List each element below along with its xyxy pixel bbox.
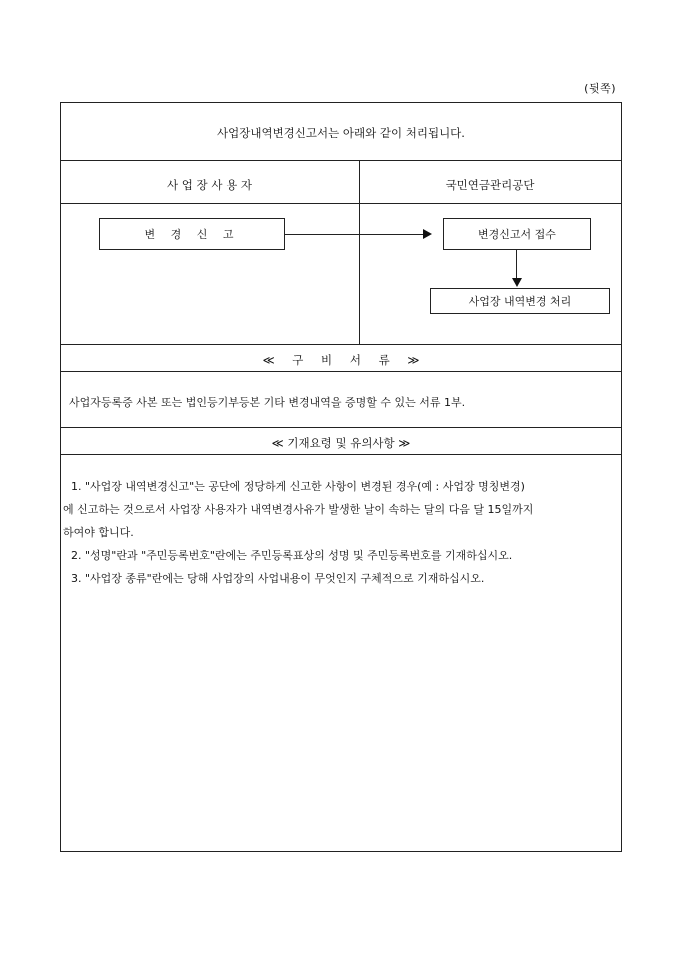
note-item-1-line-2: 에 신고하는 것으로서 사업장 사용자가 내역변경사유가 발생한 날이 속하는 달의 다음 달 15일까지 xyxy=(63,503,534,516)
column-divider xyxy=(359,160,360,344)
flow-arrow-line xyxy=(516,250,517,278)
divider xyxy=(61,371,621,372)
note-item-2: 2. "성명"란과 "주민등록번호"란에는 주민등록표상의 성명 및 주민등록번호를 기재하십시오. xyxy=(71,549,513,562)
notes-heading: ≪ 기재요령 및 유의사항 ≫ xyxy=(271,436,411,450)
documents-heading: ≪ 구 비 서 류 ≫ xyxy=(262,353,420,367)
divider xyxy=(61,344,621,345)
processing-form-frame xyxy=(60,102,622,852)
divider xyxy=(61,454,621,455)
applicant-column-title: 사 업 장 사 용 자 xyxy=(167,178,252,192)
divider xyxy=(61,427,621,428)
processing-title: 사업장내역변경신고서는 아래와 같이 처리됩니다. xyxy=(217,126,465,140)
arrow-down-icon xyxy=(512,278,522,287)
page-label: (뒷쪽) xyxy=(584,82,616,95)
documents-text: 사업자등록증 사본 또는 법인등기부등본 기타 변경내역을 증명할 수 있는 서류 1부. xyxy=(69,396,466,409)
divider xyxy=(61,160,621,161)
divider xyxy=(61,203,621,204)
process-step-box: 사업장 내역변경 처리 xyxy=(430,288,610,314)
note-item-3: 3. "사업장 종류"란에는 당해 사업장의 사업내용이 무엇인지 구체적으로 기재하십시오. xyxy=(71,572,485,585)
agency-column-title: 국민연금관리공단 xyxy=(445,178,535,192)
receive-step-box: 변경신고서 접수 xyxy=(443,218,591,250)
note-item-1-line-3: 하여야 합니다. xyxy=(63,526,134,539)
report-step-box: 변 경 신 고 xyxy=(99,218,285,250)
note-item-1-line-1: 1. "사업장 내역변경신고"는 공단에 정당하게 신고한 사항이 변경된 경우(예 : 사업장 명칭변경) xyxy=(71,480,525,493)
arrow-right-icon xyxy=(423,229,432,239)
flow-arrow-line xyxy=(285,234,423,235)
